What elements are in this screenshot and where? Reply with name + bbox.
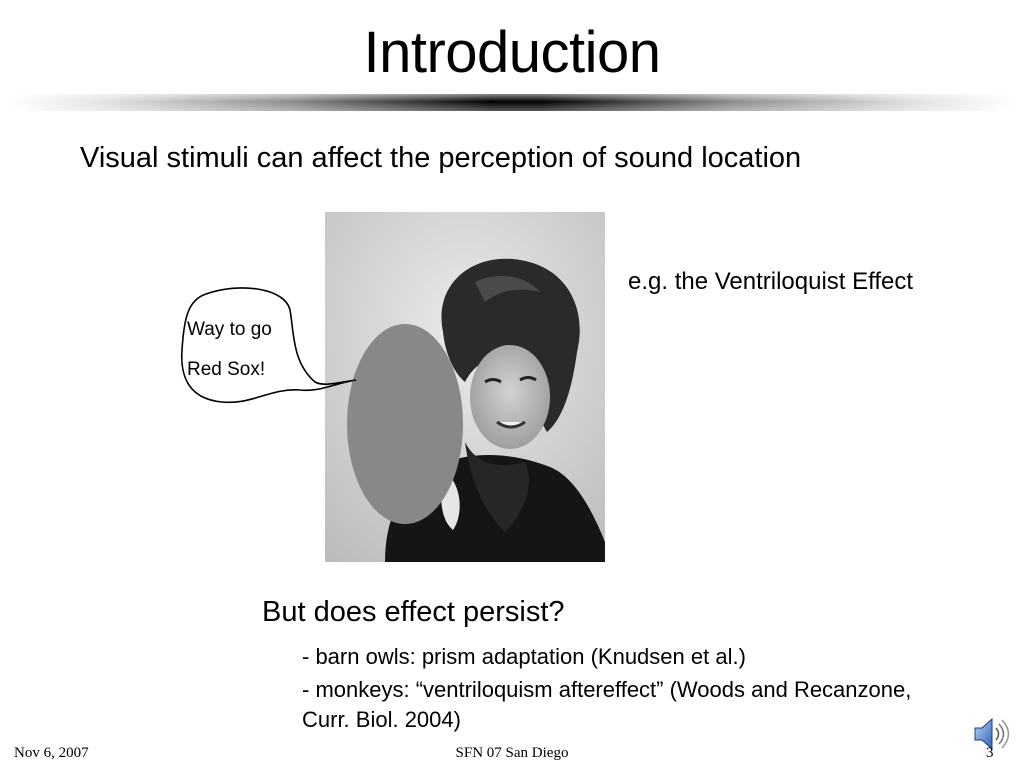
slide-subtitle: Visual stimuli can affect the perception of sound location: [80, 142, 802, 174]
question-heading: But does effect persist?: [262, 596, 565, 628]
speech-bubble: [170, 280, 370, 410]
speech-bubble-line-1: Way to go: [187, 319, 272, 340]
bullet-item: - monkeys: “ventriloquism aftereffect” (Woods and Recanzone, Curr. Biol. 2004): [302, 677, 912, 732]
slide-title: Introduction: [363, 20, 661, 85]
speech-bubble-line-2: Red Sox!: [187, 359, 266, 380]
page-number: 3: [986, 745, 994, 761]
example-text: e.g. the Ventriloquist Effect: [628, 268, 914, 295]
bullet-item: - barn owls: prism adaptation (Knudsen et al.): [302, 644, 746, 669]
footer-event: SFN 07 San Diego: [455, 745, 569, 761]
footer-date: Nov 6, 2007: [14, 745, 89, 761]
title-divider: [10, 94, 1014, 111]
